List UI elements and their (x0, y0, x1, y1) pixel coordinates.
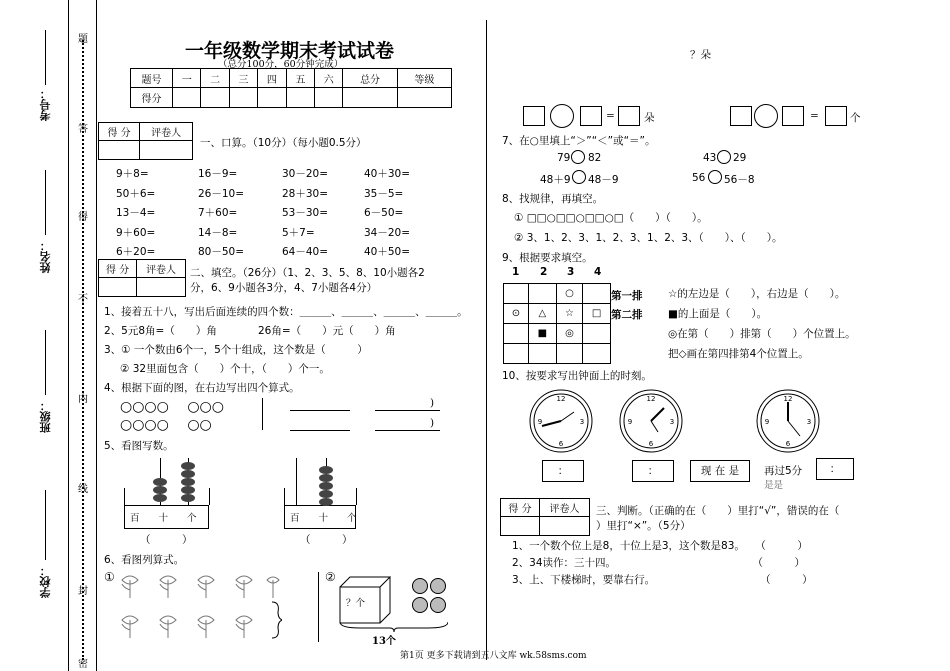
binding-border-right (96, 0, 97, 671)
oral-calc-item: 6－50= (364, 207, 404, 219)
svg-text:3: 3 (579, 418, 585, 426)
grader-score-cell[interactable] (99, 141, 140, 160)
oral-calc-item: 13－4= (116, 207, 156, 219)
grader-score-cell[interactable] (99, 278, 137, 297)
q8b-text: ② 3、1、2、3、1、2、3、1、2、3、（ ）、（ ）。 (514, 232, 783, 244)
svg-text:6: 6 (648, 440, 654, 448)
line-class (45, 330, 46, 395)
label-name: 姓名： (39, 240, 52, 273)
line-exam-no (45, 30, 46, 85)
clock-answer-box[interactable]: ： (542, 460, 584, 482)
q9-col-label: 2 (540, 266, 548, 278)
seal-char: 封 (78, 586, 88, 597)
grader-name-label: 评卷人 (140, 123, 193, 141)
seal-char: 密 (78, 659, 88, 670)
grader-score-cell[interactable] (501, 517, 540, 536)
oral-calc-item: 9＋60= (116, 226, 156, 239)
label-school: 学校： (39, 565, 52, 598)
compare-circle[interactable] (717, 150, 731, 164)
answer-box[interactable] (618, 106, 640, 126)
total-label: 13个 (372, 636, 396, 647)
oral-calc-item: 14－8= (198, 226, 238, 239)
score-cell[interactable] (258, 88, 286, 108)
clock-icon (618, 388, 684, 454)
score-table-header: 五 (286, 69, 314, 88)
q6-mark-1: ① (104, 570, 115, 584)
ball-icon (430, 578, 446, 594)
grader-score-label: 得 分 (99, 260, 137, 278)
label-exam-no: 考号： (39, 88, 52, 121)
line-name (45, 170, 46, 235)
q-top-flowers: ？朵 (690, 49, 711, 61)
oral-calc-item: 50＋6= (116, 187, 156, 200)
oral-calc-item: 5＋7= (282, 226, 315, 239)
oral-calc-item: 80－50= (198, 246, 245, 258)
score-table-row-label: 得分 (131, 88, 173, 108)
section1-title: 一、口算。（10分）（每小题0.5分） (200, 137, 367, 149)
score-cell[interactable] (201, 88, 229, 108)
svg-text:9: 9 (627, 418, 633, 426)
answer-box[interactable] (825, 106, 847, 126)
q4-paren: ) (430, 397, 435, 409)
svg-text:9: 9 (537, 418, 543, 426)
seal-char: 不 (78, 294, 88, 305)
judge-item: 2、34读作：三十四。 （ ） (512, 557, 806, 569)
q3a-text: 3、① 一个数由6个一，5个十组成，这个数是（ ） (104, 344, 368, 356)
later-label: 再过5分 (764, 465, 803, 477)
grader-name-cell[interactable] (137, 278, 186, 297)
q4-answer-line[interactable] (375, 430, 440, 431)
grader-box-2 (98, 259, 186, 297)
judge-item: 1、一个数个位上是8，十位上是3，这个数是83。 （ ） (512, 540, 808, 552)
score-table-header: 三 (229, 69, 257, 88)
score-cell[interactable] (286, 88, 314, 108)
q1-text: 1、接着五十八，写出后面连续的四个数：＿＿＿、＿＿＿、＿＿＿、＿＿＿。 (104, 306, 468, 318)
later-sub: 是是 (764, 480, 784, 491)
section3-title-2: ）里打“×”。（5分） (596, 520, 691, 532)
score-table-header: 题号 (131, 69, 173, 88)
q9-line: 把◇画在第四排第4个位置上。 (668, 348, 809, 360)
svg-text:6: 6 (558, 440, 564, 448)
oral-calc-item: 40＋50= (364, 246, 411, 258)
score-table (130, 68, 452, 108)
oral-calc-item: 9＋8= (116, 168, 149, 180)
section3-title: 三、判断。（正确的在（ ）里打“√”，错误的在（ (596, 505, 840, 517)
seal-char: 题 (78, 34, 88, 45)
seal-char: 得 (78, 212, 88, 223)
q6-divider (318, 572, 319, 642)
oral-calc-item: 7＋60= (198, 207, 238, 219)
oral-calc-item: 28＋30= (282, 187, 329, 200)
q4-text: 4、根据下面的图，在右边写出四个算式。 (104, 382, 300, 394)
flower-icon (122, 576, 279, 638)
score-table-header: 总分 (343, 69, 397, 88)
q4-answer-line[interactable] (290, 430, 350, 431)
q9-col-label: 3 (567, 266, 575, 278)
oral-calc-item: 16－9= (198, 168, 238, 180)
oral-calc-item: 34－20= (364, 226, 411, 239)
q3b-text: ② 32里面包含（ ）个十，（ ）个一。 (120, 363, 330, 375)
oral-calc-item: 26－10= (198, 187, 245, 200)
oral-calc-item: 64－40= (282, 246, 329, 258)
abacus-answer[interactable]: （ ） (140, 534, 193, 546)
q9-position-grid: ○ ⊙ △ ☆ □ ■ ◎ (503, 283, 611, 364)
page-center-divider (486, 20, 487, 660)
grader-box-1 (98, 122, 193, 160)
flower-illustration (112, 572, 282, 652)
section2-title-line1: 二、填空。（26分）（1、2、3、5、8、10小题各2 (190, 267, 425, 279)
grader-name-label: 评卷人 (540, 499, 590, 517)
q8a-text: ① □□○□□○□□○□（ ）（ ）。 (514, 212, 708, 224)
grader-score-label: 得 分 (501, 499, 540, 517)
q9-col-label: 1 (512, 266, 520, 278)
svg-text:12: 12 (556, 395, 566, 403)
q4-divider (262, 398, 263, 430)
q9-line: ☆的左边是（ ），右边是（ ）。 (668, 288, 846, 300)
score-table-header: 六 (315, 69, 343, 88)
abacus-place-labels: 百 十 个 (290, 513, 357, 524)
oral-calc-item: 53－30= (282, 207, 329, 219)
judge-item: 3、上、下楼梯时，要靠右行。 （ ） (512, 574, 813, 586)
grader-name-cell[interactable] (140, 141, 193, 160)
q7-text: 7、在○里填上“＞”“＜”或“＝”。 (502, 135, 656, 147)
score-table-header: 二 (201, 69, 229, 88)
q9-row-label: 第一排 (611, 290, 643, 302)
label-class: 班级： (39, 400, 52, 433)
line-school (45, 490, 46, 560)
seal-char: 线 (78, 484, 88, 495)
grader-name-cell[interactable] (540, 517, 590, 536)
q10-text: 10、按要求写出钟面上的时刻。 (502, 370, 652, 382)
compare-circle[interactable] (571, 150, 585, 164)
grader-box-3 (500, 498, 590, 536)
seal-char: 内 (78, 394, 88, 405)
clock-answer-box[interactable]: ： (816, 458, 854, 480)
page-footer: 第1页 更多下载请到五八文库 wk.58sms.com (400, 651, 587, 661)
score-table-header: 一 (173, 69, 201, 88)
q4-answer-line[interactable] (290, 410, 350, 411)
svg-text:9: 9 (764, 418, 770, 426)
q5-text: 5、看图写数。 (104, 440, 174, 452)
svg-text:6: 6 (785, 440, 791, 448)
section2-title-line2: 分，6、9小题各3分，4、7小题各4分） (190, 282, 378, 294)
grader-name-label: 评卷人 (137, 260, 186, 278)
score-cell[interactable] (343, 88, 397, 108)
q2a-text: 2、5元8角=（ ）角 (104, 325, 217, 337)
q9-line: ◎在第（ ）排第（ ）个位置上。 (668, 328, 856, 340)
q4-circles-row1: ○○○○ ○○○ (120, 399, 224, 415)
svg-text:12: 12 (646, 395, 656, 403)
page-title: 一年级数学期末考试试卷 (185, 40, 395, 62)
page-subtitle: （总分100分，60分钟完成） (218, 59, 344, 70)
ball-icon (412, 597, 428, 613)
now-label-box: 现 在 是 (690, 460, 750, 482)
svg-text:3: 3 (669, 418, 675, 426)
clock-icon (755, 388, 821, 454)
score-cell[interactable] (229, 88, 257, 108)
clock-icon (528, 388, 594, 454)
abacus-answer[interactable]: （ ） (300, 534, 353, 546)
score-table-header: 等级 (397, 69, 451, 88)
abacus-place-labels: 百 十 个 (130, 513, 197, 524)
q4-paren: ) (430, 417, 435, 429)
svg-text:12: 12 (783, 395, 793, 403)
ball-icon (412, 578, 428, 594)
q6-text: 6、看图列算式。 (104, 554, 185, 566)
q4-answer-line[interactable] (375, 410, 440, 411)
clock-answer-box[interactable]: ： (632, 460, 674, 482)
q8-text: 8、找规律，再填空。 (502, 193, 604, 205)
q9-line: ■的上面是（ ）。 (668, 308, 768, 320)
score-table-header: 四 (258, 69, 286, 88)
q9-row-label: 第二排 (611, 309, 643, 321)
binding-border-left (68, 0, 69, 671)
box-unknown-label: ？个 (346, 598, 366, 609)
oral-calc-item: 35－5= (364, 187, 404, 200)
oral-calc-item: 30－20= (282, 168, 329, 180)
compare-circle[interactable] (708, 170, 722, 184)
q6-mark-2: ② (325, 570, 336, 584)
ball-icon (430, 597, 446, 613)
q4-circles-row2: ○○○○ ○○ (120, 417, 212, 433)
svg-text:3: 3 (806, 418, 812, 426)
score-cell[interactable] (397, 88, 451, 108)
grader-score-label: 得 分 (99, 123, 140, 141)
q9-col-label: 4 (594, 266, 602, 278)
score-cell[interactable] (315, 88, 343, 108)
q9-text: 9、根据要求填空。 (502, 252, 593, 264)
compare-circle[interactable] (572, 170, 586, 184)
oral-calc-item: 6＋20= (116, 246, 156, 258)
q2b-text: 26角=（ ）元（ ）角 (258, 325, 396, 337)
score-cell[interactable] (173, 88, 201, 108)
seal-char: 答 (78, 124, 88, 135)
oral-calc-item: 40＋30= (364, 168, 411, 180)
